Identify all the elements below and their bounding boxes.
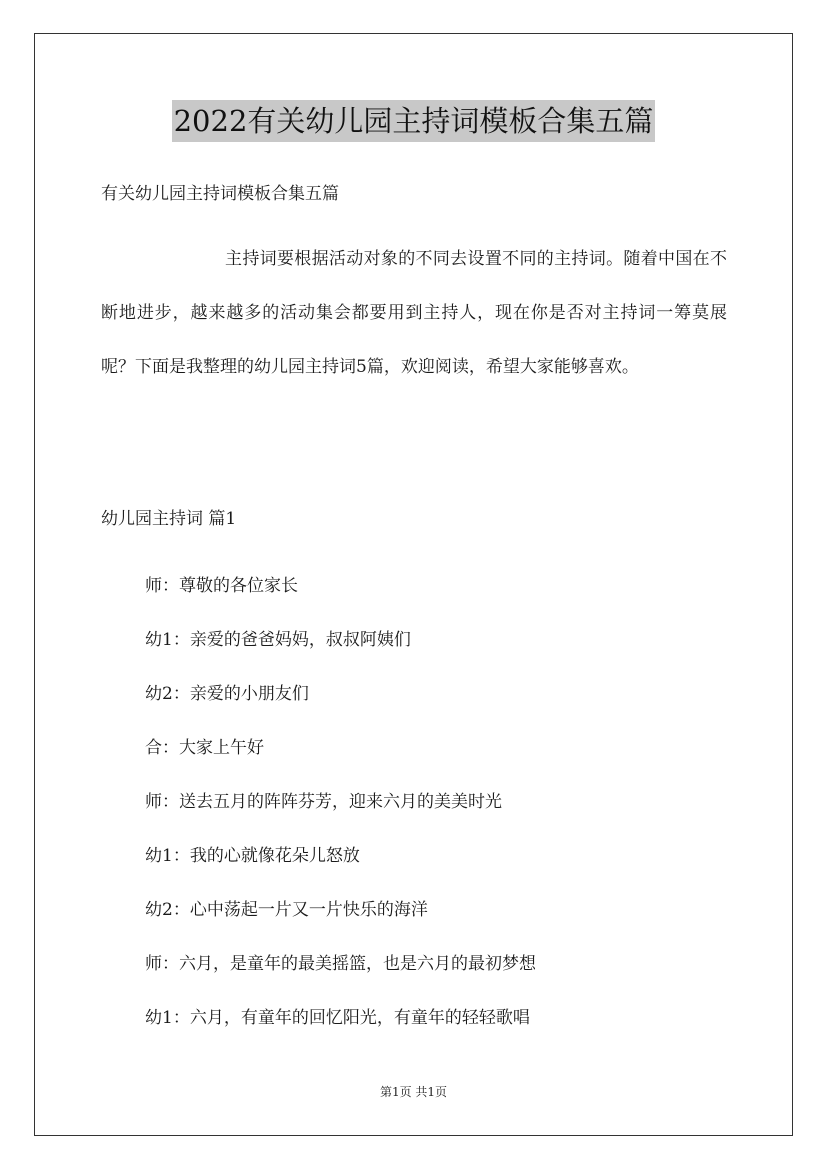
section-heading: 幼儿园主持词 篇1 xyxy=(101,509,237,529)
dialogue-line: 幼2：亲爱的小朋友们 xyxy=(145,684,309,704)
document-subtitle: 有关幼儿园主持词模板合集五篇 xyxy=(101,184,339,204)
title-container xyxy=(0,100,827,142)
document-title: 2022有关幼儿园主持词模板合集五篇 xyxy=(172,100,656,142)
dialogue-line: 师：六月，是童年的最美摇篮，也是六月的最初梦想 xyxy=(145,954,536,974)
page-footer: 第1页 共1页 xyxy=(379,1085,448,1099)
dialogue-line: 师：送去五月的阵阵芬芳，迎来六月的美美时光 xyxy=(145,792,502,812)
dialogue-line: 幼1：我的心就像花朵儿怒放 xyxy=(145,846,360,866)
dialogue-line: 幼1：六月，有童年的回忆阳光，有童年的轻轻歌唱 xyxy=(145,1008,530,1028)
intro-paragraph: 主持词要根据活动对象的不同去设置不同的主持词。随着中国在不断地进步，越来越多的活动集会都要用到主持人，现在你是否对主持词一筹莫展呢？下面是我整理的幼儿园主持词5篇，欢迎阅读，希望大家能够喜欢。 xyxy=(101,249,727,377)
dialogue-line: 幼2：心中荡起一片又一片快乐的海洋 xyxy=(145,900,428,920)
dialogue-list xyxy=(145,559,536,1045)
dialogue-line: 师：尊敬的各位家长 xyxy=(145,576,298,596)
dialogue-line: 合：大家上午好 xyxy=(145,738,264,758)
dialogue-line: 幼1：亲爱的爸爸妈妈，叔叔阿姨们 xyxy=(145,630,411,650)
